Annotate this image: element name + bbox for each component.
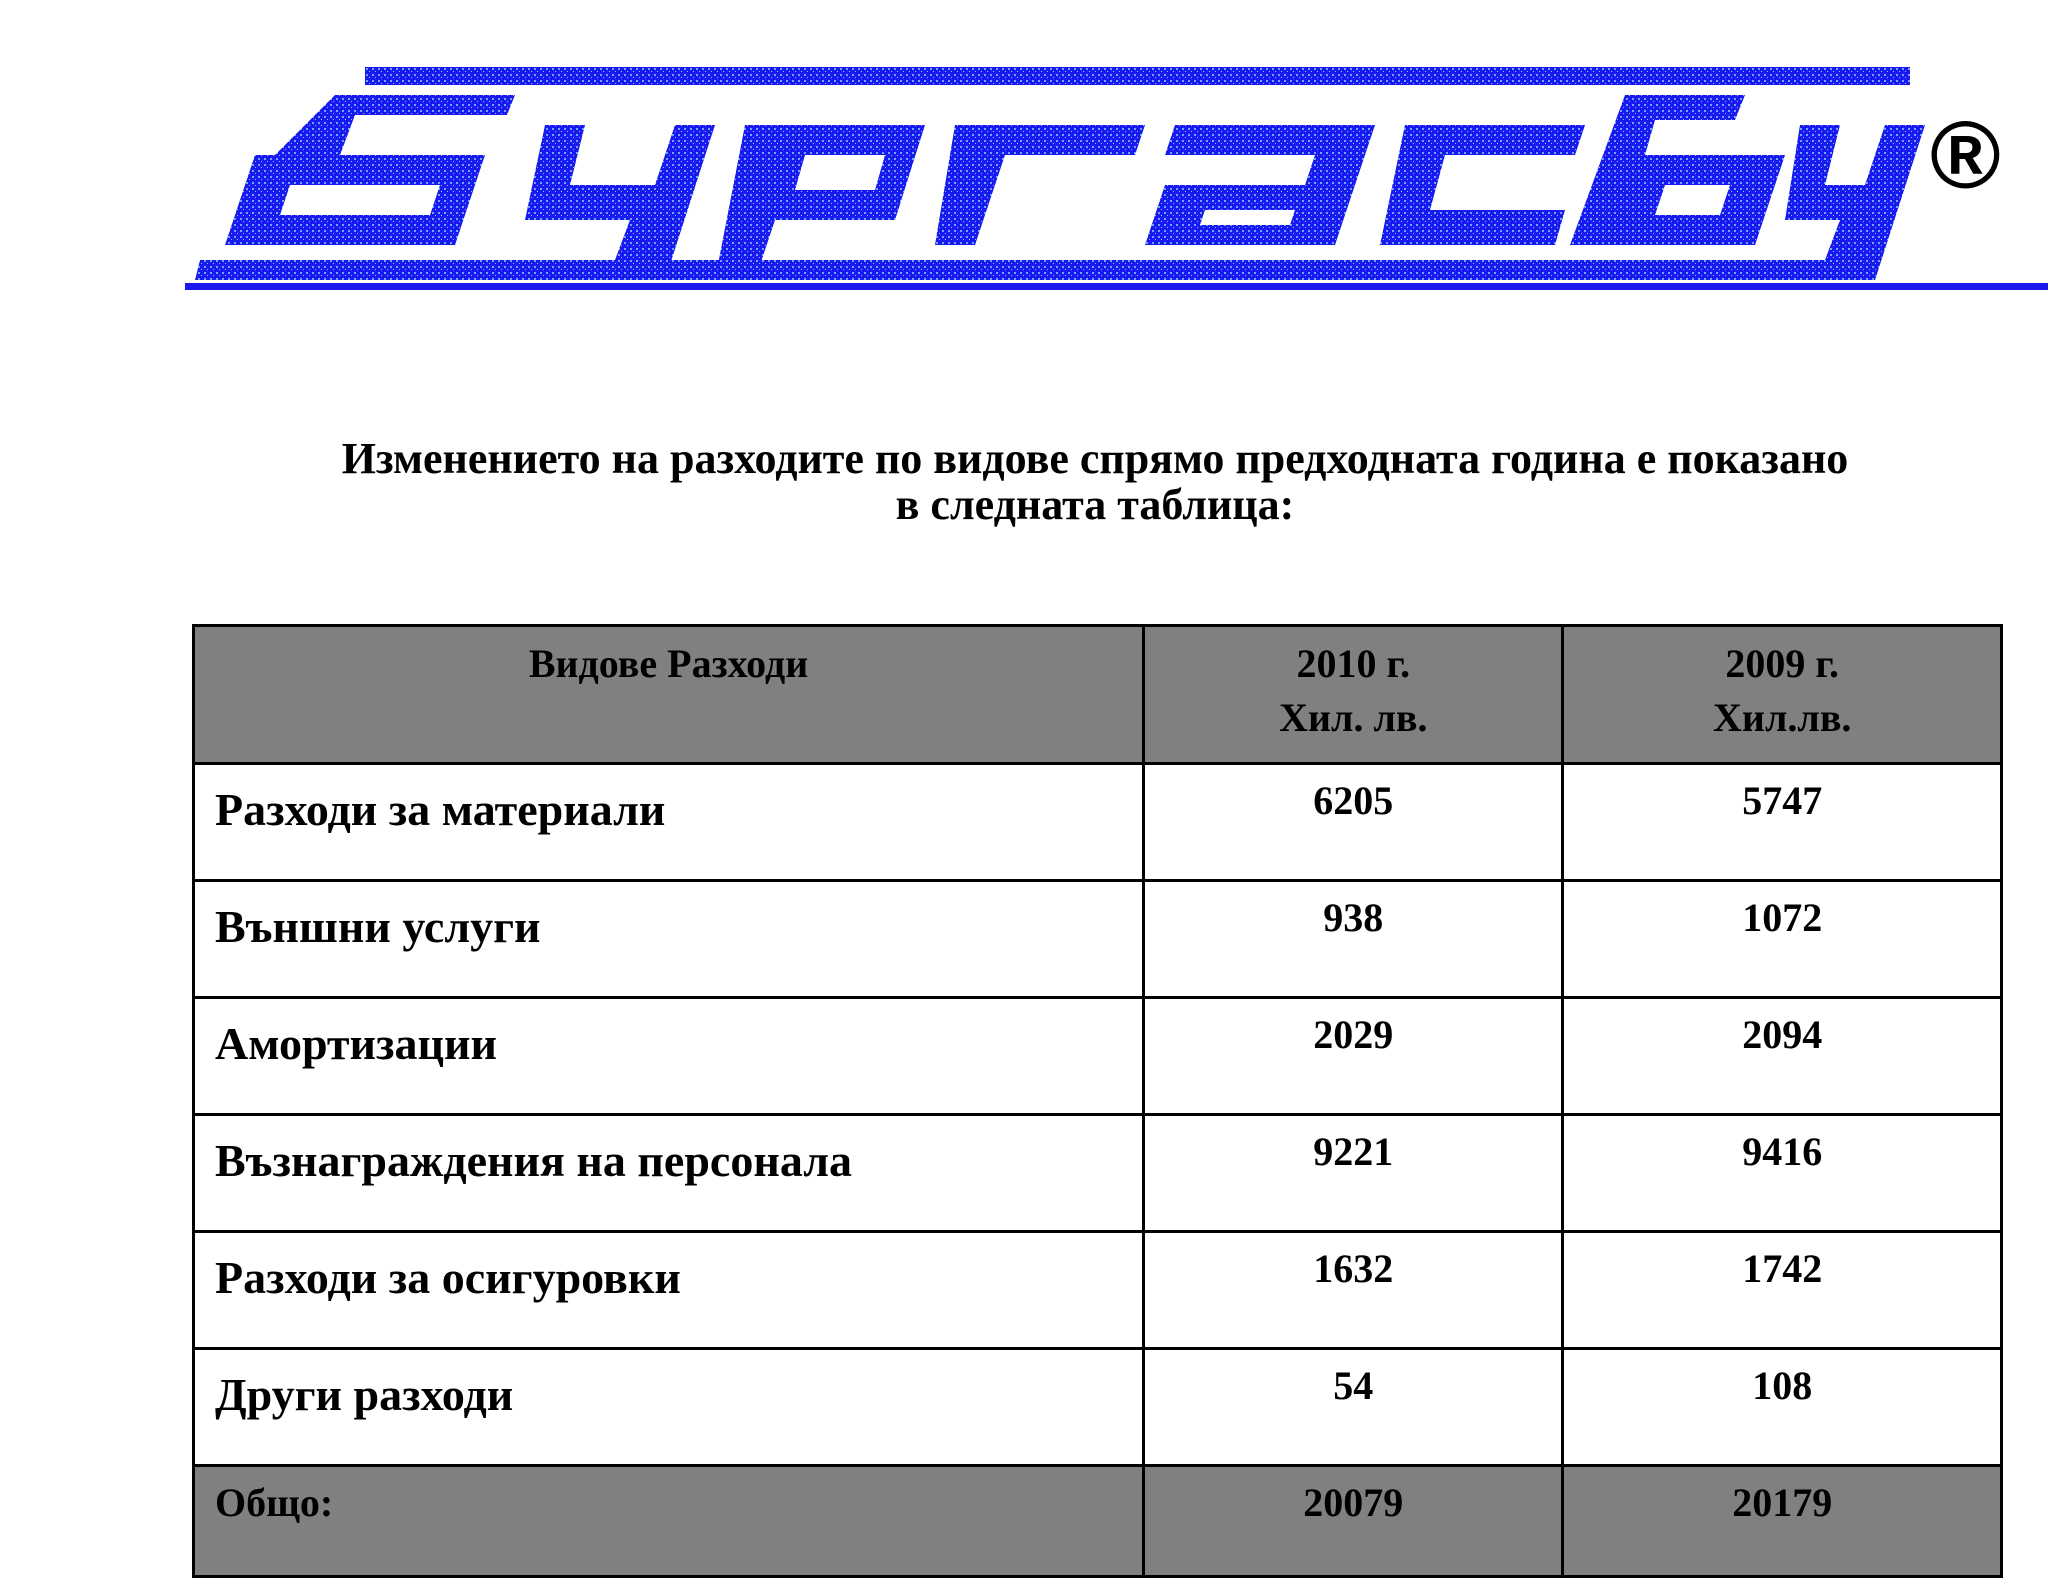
value-2010: 1632 [1144, 1232, 1563, 1349]
company-logo [185, 55, 2025, 305]
header-expense-type: Видове Разходи [194, 626, 1144, 764]
value-2009: 2094 [1563, 998, 2002, 1115]
value-2009: 1072 [1563, 881, 2002, 998]
expenses-table [192, 624, 2003, 1578]
table-row [194, 1115, 2002, 1232]
table-header-row [194, 626, 2002, 764]
expense-name: Други разходи [194, 1349, 1144, 1466]
value-2009: 108 [1563, 1349, 2002, 1466]
registered-mark: ® [1930, 102, 2001, 209]
bus-logo-graphic [185, 55, 1935, 280]
table-row [194, 1232, 2002, 1349]
value-2010: 938 [1144, 881, 1563, 998]
total-label: Общо: [194, 1466, 1144, 1577]
value-2010: 2029 [1144, 998, 1563, 1115]
expense-name: Външни услуги [194, 881, 1144, 998]
page-heading [190, 436, 2000, 528]
value-2009: 5747 [1563, 764, 2002, 881]
total-2010: 20079 [1144, 1466, 1563, 1577]
table-row [194, 1349, 2002, 1466]
value-2010: 9221 [1144, 1115, 1563, 1232]
header-year-2010: 2010 г. Хил. лв. [1144, 626, 1563, 764]
expense-name: Разходи за материали [194, 764, 1144, 881]
value-2009: 9416 [1563, 1115, 2002, 1232]
expense-name: Амортизации [194, 998, 1144, 1115]
total-2009: 20179 [1563, 1466, 2002, 1577]
value-2010: 54 [1144, 1349, 1563, 1466]
table-row [194, 881, 2002, 998]
expense-name: Възнаграждения на персонала [194, 1115, 1144, 1232]
table-total-row [194, 1466, 2002, 1577]
heading-line-2: в следната таблица: [895, 480, 1295, 529]
expense-name: Разходи за осигуровки [194, 1232, 1144, 1349]
table-row [194, 764, 2002, 881]
header-year-2009: 2009 г. Хил.лв. [1563, 626, 2002, 764]
header-divider [185, 283, 2048, 290]
table-row [194, 998, 2002, 1115]
value-2009: 1742 [1563, 1232, 2002, 1349]
value-2010: 6205 [1144, 764, 1563, 881]
heading-line-1: Изменението на разходите по видове спрямо предходната година е показано [341, 434, 1849, 483]
